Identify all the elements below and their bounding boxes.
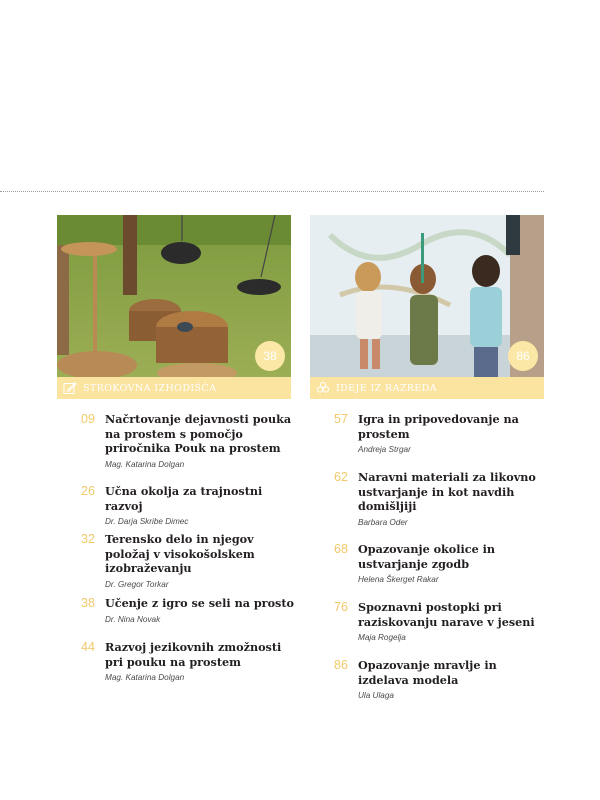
toc-title: Učna okolja za trajnostni razvoj [105,484,263,513]
toc-author: Helena Škerget Rakar [358,575,439,584]
toc-author: Ula Ulaga [358,691,394,700]
toc-title: Igra in pripovedovanje na prostem [358,412,519,441]
toc-author: Mag. Katarina Dolgan [105,459,185,469]
playground-photo [57,215,291,377]
toc-title: Opazovanje mravlje in izdelava modela [358,658,497,687]
section-banner [310,377,544,399]
toc-title: Naravni materiali za likovno ustvarjanje in kot navdih domišljiji [358,470,536,513]
toc-author: Dr. Darja Skribe Dimec [105,517,189,526]
toc-title: Spoznavni postopki pri raziskovanju narave v jeseni [358,600,535,629]
toc-page-number: 44 [81,640,95,654]
photo-page-badge: 38 [255,341,285,371]
toc-title: Razvoj jezikovnih zmožnosti pri pouku na prostem [105,640,282,669]
toc-page-number: 68 [334,542,348,556]
toc-author: Dr. Nina Novak [105,614,161,624]
section-banner-label: STROKOVNA IZHODIŠČA [83,382,217,394]
toc-title: Učenje z igro se seli na prosto [105,596,294,610]
toc-author: Barbara Oder [358,517,408,527]
toc-page-number: 26 [81,484,95,498]
toc-page-number: 38 [81,596,95,610]
toc-page-number: 76 [334,600,348,614]
edit-icon [63,381,77,395]
toc-page-number: 62 [334,470,348,484]
section-banner [57,377,291,399]
toc-author: Maja Rogelja [358,633,406,642]
dotted-divider [0,191,544,192]
section-strokovna-izhodisca [57,215,294,682]
section-ideje-iz-razreda [310,215,544,700]
toc-page-number: 57 [334,412,348,426]
toc-author: Andreja Strgar [358,445,411,454]
toc-author: Mag. Katarina Dolgan [105,673,185,682]
flower-icon [316,381,330,395]
classroom-photo [310,215,544,377]
toc-page-number: 86 [334,658,348,672]
toc-page-number: 32 [81,532,95,546]
photo-page-badge: 86 [508,341,538,371]
toc-title: Opazovanje okolice in ustvarjanje zgodb [358,542,495,571]
toc-page-number: 09 [81,412,95,426]
toc-title: Terensko delo in njegov položaj v visokošolskem izobraževanju [105,532,255,575]
toc-author: Dr. Gregor Torkar [105,579,169,589]
section-banner-label: IDEJE IZ RAZREDA [336,382,438,394]
toc-title: Načrtovanje dejavnosti pouka na prostem s pomočjo priročnika Pouk na prostem [105,412,292,455]
